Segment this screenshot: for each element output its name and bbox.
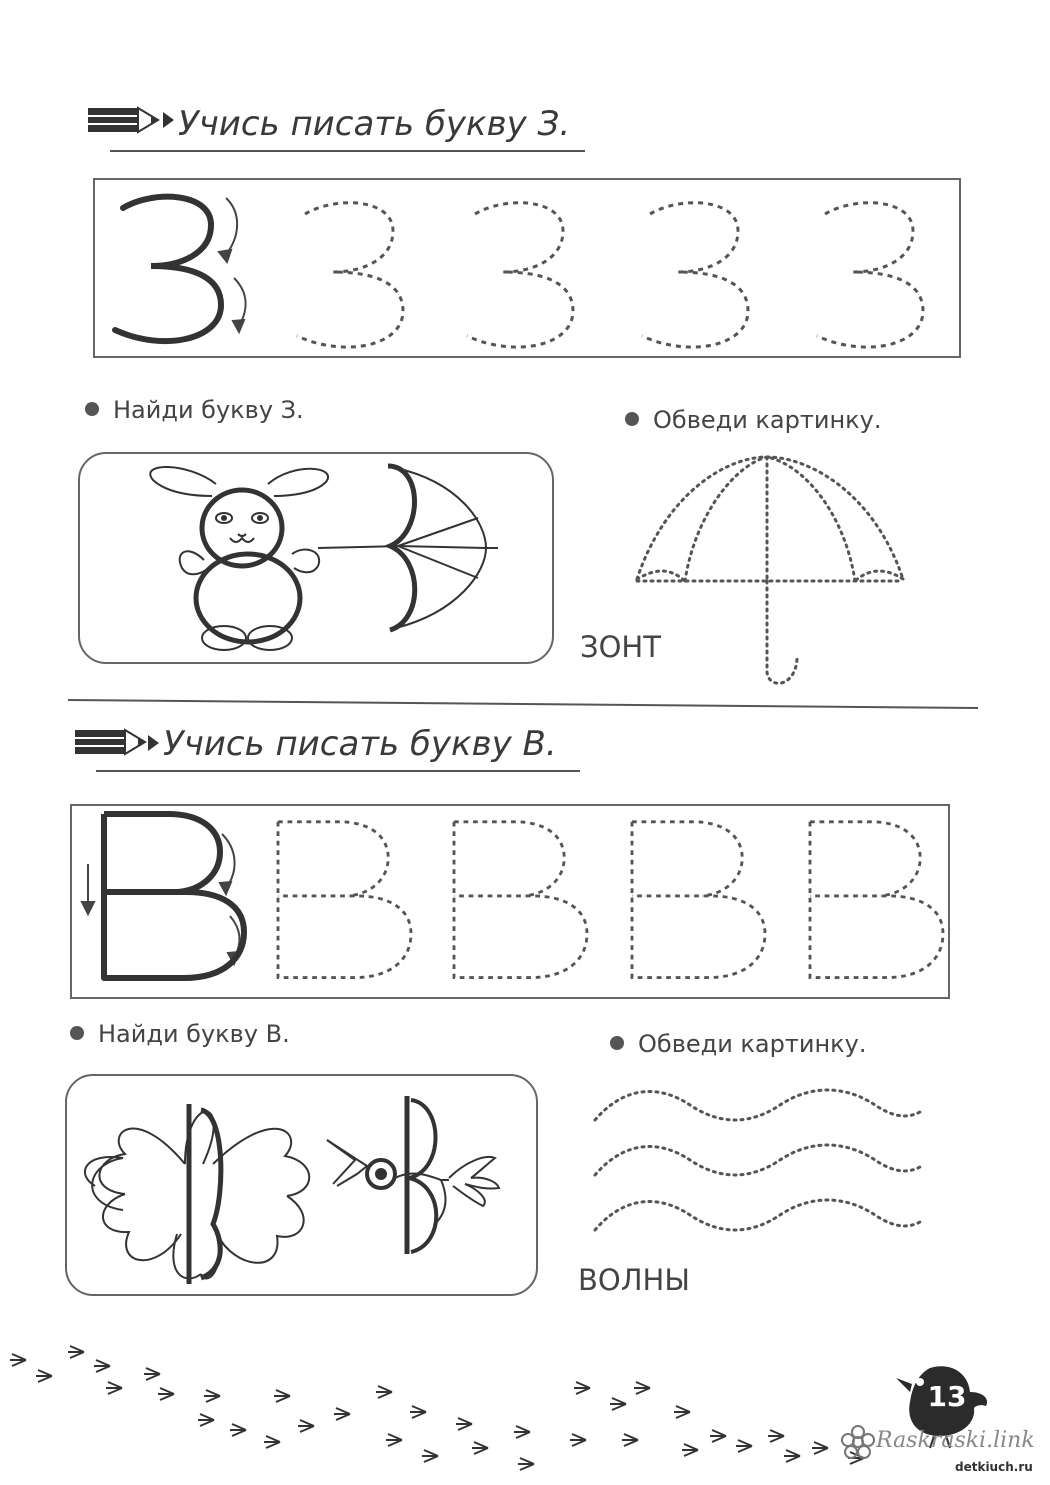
bullet-dot [610,1036,624,1050]
section-divider [68,699,978,709]
section1-trace-task-label: Обведи картинку. [653,406,882,434]
watermark-main: Raskraski.link [876,1428,1035,1453]
bunny-umbrella-picture [78,452,554,664]
section1-find-task-label: Найди букву З. [113,396,304,424]
bullet-dot [85,402,99,416]
section2-heading: Учись писать букву В. [163,724,557,764]
section2-find-task-label: Найди букву В. [98,1020,290,1048]
letter-v-trace [278,822,411,978]
section2-heading-underline [96,770,580,772]
umbrella-trace-picture [625,445,925,695]
watermark-sub: detkiuch.ru [955,1460,1033,1474]
letter-z-writing-row [93,178,961,358]
letter-v-trace [632,822,765,978]
bullet-dot [625,412,639,426]
waves-trace-picture [590,1080,930,1260]
letter-v-trace [454,822,587,978]
flower-icon [85,1104,309,1284]
section1-find-task [85,396,304,424]
letter-z-sample [115,197,221,341]
bird-footprints-decoration [0,1330,900,1480]
section2-trace-task-label: Обведи картинку. [638,1030,867,1058]
letter-v-trace [810,822,943,978]
section2-picture-word: ВОЛНЫ [578,1263,690,1297]
arrow-right-icon [163,112,175,128]
section1-trace-task [625,406,881,434]
section2-trace-task [610,1030,866,1058]
page-number: 13 [927,1380,967,1413]
arrow-right-icon [148,735,160,751]
letter-v-writing-row [70,804,950,999]
pencil-icon [75,728,155,756]
letter-v-sample [104,814,244,978]
section1-picture-word: ЗОНТ [580,630,661,664]
section2-find-task [70,1020,290,1048]
bunny-ear-icon [268,469,328,496]
pencil-icon [88,106,168,134]
flower-bird-picture [65,1074,538,1296]
section1-heading: Учись писать букву З. [178,104,571,144]
section1-heading-underline [110,150,585,152]
bird-icon [327,1096,499,1254]
letter-z-trace [467,203,573,347]
letter-z-trace [642,203,748,347]
bullet-dot [70,1026,84,1040]
letter-z-trace [817,203,923,347]
bunny-ear-icon [150,467,216,496]
flower-logo-icon [840,1426,876,1458]
letter-z-trace [297,203,403,347]
